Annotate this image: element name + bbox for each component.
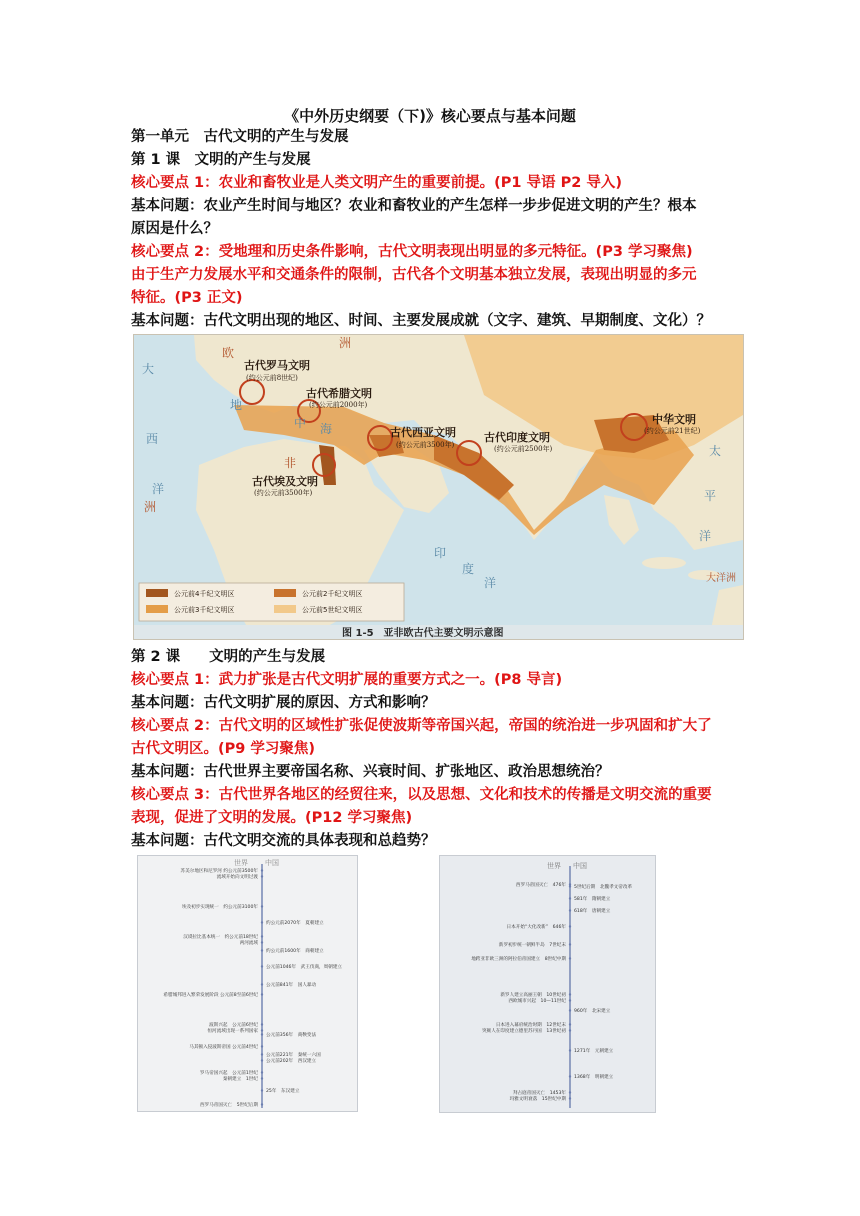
legend-swatch-4th-millennium xyxy=(146,589,168,597)
map-civ-egypt-name: 古代埃及文明 xyxy=(252,475,318,488)
timeline-right-china-dot xyxy=(569,909,571,911)
timeline-left-china-entry: 公元前1046年 武王伐商，周朝建立 xyxy=(266,965,343,970)
timeline-right-china-entry: 1368年 明朝建立 xyxy=(574,1075,614,1080)
lesson1-core-point-1: 核心要点 1：农业和畜牧业是人类文明产生的重要前提。(P1 导语 P2 导入) xyxy=(131,175,622,191)
timeline-left-china-dot xyxy=(261,921,263,923)
timeline-left-world-dot xyxy=(261,1071,263,1073)
lesson1-core-point-2: 核心要点 2：受地理和历史条件影响，古代文明表现出明显的多元特征。(P3 学习聚焦) xyxy=(131,244,693,260)
timeline-right-china-dot xyxy=(569,897,571,899)
timeline-left-world-dot xyxy=(261,1045,263,1047)
timeline-left-world-dot xyxy=(261,1103,263,1105)
unit-heading: 第一单元 古代文明的产生与发展 xyxy=(131,129,349,145)
timeline-left-china-entry: 约公元前2070年 夏朝建立 xyxy=(266,921,324,926)
timeline-right-world-entry: 地跨亚非欧三洲的阿拉伯帝国建立 8世纪中期 xyxy=(471,957,566,962)
timeline-right-world-dot xyxy=(569,1023,571,1025)
timeline-right-world-dot xyxy=(569,957,571,959)
timeline-left-china-label: 中国 xyxy=(265,859,279,867)
map-geo-zhong: 中 xyxy=(294,416,307,430)
timeline-left-world-dot xyxy=(261,905,263,907)
timeline-right-world-entry: 日本开始“大化改新” 646年 xyxy=(506,925,566,930)
timeline-left-china-dot xyxy=(261,1033,263,1035)
map-geo-zhou1: 洲 xyxy=(339,336,352,350)
map-civ-china-name: 中华文明 xyxy=(652,413,696,426)
timeline-left-china-dot xyxy=(261,965,263,967)
timeline-left-world-entry: 埃及初步实现统一 约公元前3100年 xyxy=(181,905,258,910)
timeline-left-world-dot xyxy=(261,993,263,995)
timeline-left-world-entry: 波斯兴起 公元前6世纪 xyxy=(209,1023,258,1028)
map-civ-greece-name: 古代希腊文明 xyxy=(306,387,372,400)
lesson2-core-point-2a: 核心要点 2：古代文明的区域性扩张促使波斯等帝国兴起，帝国的统治进一步巩固和扩大了 xyxy=(131,718,712,734)
map-civ-india-date: (约公元前2500年) xyxy=(494,445,553,453)
legend-label-2nd-millennium: 公元前2千纪文明区 xyxy=(302,590,363,598)
timeline-right-world-dot xyxy=(569,1029,571,1031)
lesson2-core-point-3a: 核心要点 3：古代世界各地区的经贸往来，以及思想、文化和技术的传播是文明交流的重要 xyxy=(131,787,712,803)
timeline-right-world-entry: 西罗马帝国灭亡 476年 xyxy=(515,883,566,888)
timeline-right-world-entry: 突厥人在印度建立德里苏丹国 13世纪初 xyxy=(482,1029,566,1034)
legend-swatch-2nd-millennium xyxy=(274,589,296,597)
timeline-right-photo xyxy=(439,855,656,1113)
map-geo-zhou2: 洲 xyxy=(144,500,157,514)
timeline-left-world-dot xyxy=(261,1029,263,1031)
timeline-left-world-entry: 西罗马帝国灭亡 5世纪后期 xyxy=(199,1103,258,1108)
timeline-right-china-dot xyxy=(569,1009,571,1011)
timeline-right-world-dot xyxy=(569,993,571,995)
civilization-map xyxy=(133,334,744,640)
timeline-left-china-entry: 公元前202年 西汉建立 xyxy=(266,1059,317,1064)
timeline-right-china-entry: 581年 隋朝建立 xyxy=(574,897,611,902)
legend-label-5th-century: 公元前5世纪文明区 xyxy=(302,606,363,614)
lesson2-question-1: 基本问题：古代文明扩展的原因、方式和影响？ xyxy=(131,695,436,711)
legend-swatch-3rd-millennium xyxy=(146,605,168,613)
map-geo-fei: 非 xyxy=(284,456,297,470)
map-geo-yang1: 洋 xyxy=(152,482,165,496)
timeline-right-world-label: 世界 xyxy=(547,862,561,870)
legend-label-3rd-millennium: 公元前3千纪文明区 xyxy=(174,606,235,614)
map-geo-yang2: 洋 xyxy=(484,576,497,590)
timeline-left-world-entry: 汉谟拉比基本统一 约公元前18世纪 xyxy=(183,935,258,940)
timeline-left-china-dot xyxy=(261,983,263,985)
document-title: 《中外历史纲要（下)》核心要点与基本问题 xyxy=(284,107,576,125)
map-legend-box xyxy=(139,583,404,621)
map-civ-west-asia-date: (约公元前3500年) xyxy=(396,441,455,449)
lesson2-core-point-2b: 古代文明区。(P9 学习聚焦) xyxy=(131,741,316,757)
timeline-left-svg xyxy=(138,856,357,1111)
timeline-left-china-dot xyxy=(261,1059,263,1061)
timeline-right-china-dot xyxy=(569,1075,571,1077)
timeline-left-world-dot xyxy=(261,941,263,943)
map-geo-da: 大 xyxy=(142,362,155,376)
lesson2-heading: 第 2 课 文明的产生与发展 xyxy=(131,649,326,665)
timeline-left-world-entry: 秦朝建立 1世纪 xyxy=(222,1077,258,1082)
lesson2-core-point-3b: 表现，促进了文明的发展。(P12 学习聚焦) xyxy=(131,810,413,826)
timeline-left-world-entry: 马其顿入侵波斯帝国 公元前4世纪 xyxy=(189,1045,258,1050)
map-civ-india-name: 古代印度文明 xyxy=(484,431,550,444)
timeline-left-world-dot xyxy=(261,1077,263,1079)
timeline-right-world-dot xyxy=(569,1091,571,1093)
map-geo-tai: 太 xyxy=(709,444,722,458)
map-islands-1 xyxy=(642,557,686,569)
lesson1-question-1b: 原因是什么？ xyxy=(131,221,218,237)
timeline-right-china-label: 中国 xyxy=(573,862,587,870)
timeline-right-world-entry: 新罗人建立高丽王朝 10世纪初 xyxy=(500,993,566,998)
timeline-left-china-dot xyxy=(261,1053,263,1055)
map-geo-dayang: 大洋洲 xyxy=(706,573,736,584)
timeline-right-svg xyxy=(440,856,655,1112)
timeline-left-china-dot xyxy=(261,1089,263,1091)
timeline-right-world-dot xyxy=(569,1097,571,1099)
map-geo-du: 度 xyxy=(462,562,475,576)
timeline-left-photo xyxy=(137,855,358,1112)
lesson1-question-2: 基本问题：古代文明出现的地区、时间、主要发展成就（文字、建筑、早期制度、文化）？ xyxy=(131,313,711,329)
lesson2-question-3: 基本问题：古代文明交流的具体表现和总趋势？ xyxy=(131,833,436,849)
map-civ-egypt-date: (约公元前3500年) xyxy=(254,489,313,497)
timeline-left-world-entry: 罗马帝国兴起 公元前1世纪 xyxy=(199,1071,258,1076)
timeline-left-world-dot xyxy=(261,1023,263,1025)
map-geo-ping: 平 xyxy=(704,489,717,503)
timeline-left-world-label: 世界 xyxy=(234,859,248,867)
timeline-right-china-dot xyxy=(569,1049,571,1051)
map-geo-yang3: 洋 xyxy=(699,529,712,543)
timeline-right-china-dot xyxy=(569,885,571,887)
timeline-right-world-entry: 新罗初步统一朝鲜半岛 7世纪末 xyxy=(498,943,566,948)
timeline-left-china-entry: 公元前841年 国人暴动 xyxy=(266,983,317,988)
timeline-right-world-dot xyxy=(569,999,571,1001)
timeline-left-world-dot xyxy=(261,935,263,937)
lesson2-core-point-1: 核心要点 1：武力扩张是古代文明扩展的重要方式之一。(P8 导言) xyxy=(131,672,563,688)
timeline-left-china-entry: 25年 东汉建立 xyxy=(266,1089,300,1094)
timeline-left-china-entry: 约公元前1600年 商朝建立 xyxy=(266,949,324,954)
timeline-left-world-entry: 流域开始向文明过渡 xyxy=(216,875,258,880)
legend-label-4th-millennium: 公元前4千纪文明区 xyxy=(174,590,235,598)
map-geo-yin: 印 xyxy=(434,546,447,560)
timeline-right-world-entry: 拜占庭帝国灭亡 1453年 xyxy=(512,1091,566,1096)
timeline-right-china-entry: 1271年 元朝建立 xyxy=(574,1049,614,1054)
map-geo-ou: 欧 xyxy=(222,346,235,360)
map-civ-greece-date: (约公元前2000年) xyxy=(309,401,368,409)
lesson2-question-2: 基本问题：古代世界主要帝国名称、兴衰时间、扩张地区、政治思想统治？ xyxy=(131,764,610,780)
map-geo-hai: 海 xyxy=(320,422,333,436)
timeline-right-world-dot xyxy=(569,925,571,927)
timeline-left-china-entry: 公元前356年 商鞅变法 xyxy=(266,1033,317,1038)
timeline-left-china-dot xyxy=(261,949,263,951)
timeline-left-world-entry: 两河流域 xyxy=(239,941,258,946)
map-geo-xi: 西 xyxy=(146,432,159,446)
timeline-left-china-entry: 公元前221年 秦统一六国 xyxy=(266,1053,321,1058)
map-civ-china-date: (约公元前21世纪) xyxy=(644,427,701,435)
timeline-right-china-entry: 5世纪后期 北魏孝文帝改革 xyxy=(574,885,633,890)
map-caption: 图 1-5 亚非欧古代主要文明示意图 xyxy=(342,628,504,639)
timeline-right-china-entry: 618年 唐朝建立 xyxy=(574,909,611,914)
timeline-left-world-dot xyxy=(261,875,263,877)
timeline-left-world-entry: 恒河流域出现一系列国家 xyxy=(207,1029,258,1034)
lesson1-core-point-2-detail-a: 由于生产力发展水平和交通条件的限制，古代各个文明基本独立发展，表现出明显的多元 xyxy=(131,267,697,283)
timeline-right-world-dot xyxy=(569,943,571,945)
lesson1-heading: 第 1 课 文明的产生与发展 xyxy=(131,152,311,168)
lesson1-core-point-2-detail-b: 特征。(P3 正文) xyxy=(131,290,243,306)
timeline-right-world-entry: 日本进入幕府统治时期 12世纪末 xyxy=(495,1023,566,1028)
timeline-left-world-entry: 苏美尔地区和尼罗河 约公元前3500年 xyxy=(180,869,258,874)
lesson1-question-1a: 基本问题：农业产生时间与地区？农业和畜牧业的产生怎样一步步促进文明的产生？根本 xyxy=(131,198,697,214)
legend-swatch-5th-century xyxy=(274,605,296,613)
timeline-right-china-entry: 960年 北宋建立 xyxy=(574,1009,611,1014)
map-civ-rome-date: (约公元前8世纪) xyxy=(246,374,298,382)
timeline-right-bg xyxy=(440,856,655,1112)
timeline-left-world-dot xyxy=(261,869,263,871)
civilization-map-svg xyxy=(134,335,743,639)
map-geo-di: 地 xyxy=(230,398,243,412)
timeline-right-world-entry: 西欧城市兴起 10—11世纪 xyxy=(508,999,566,1004)
map-civ-west-asia-name: 古代西亚文明 xyxy=(390,426,456,439)
timeline-right-world-entry: 玛雅文明衰落 15世纪中期 xyxy=(509,1097,566,1102)
timeline-left-world-entry: 希腊城邦进入繁荣发展阶段 公元前8至前6世纪 xyxy=(163,993,258,998)
map-civ-rome-name: 古代罗马文明 xyxy=(244,359,310,372)
